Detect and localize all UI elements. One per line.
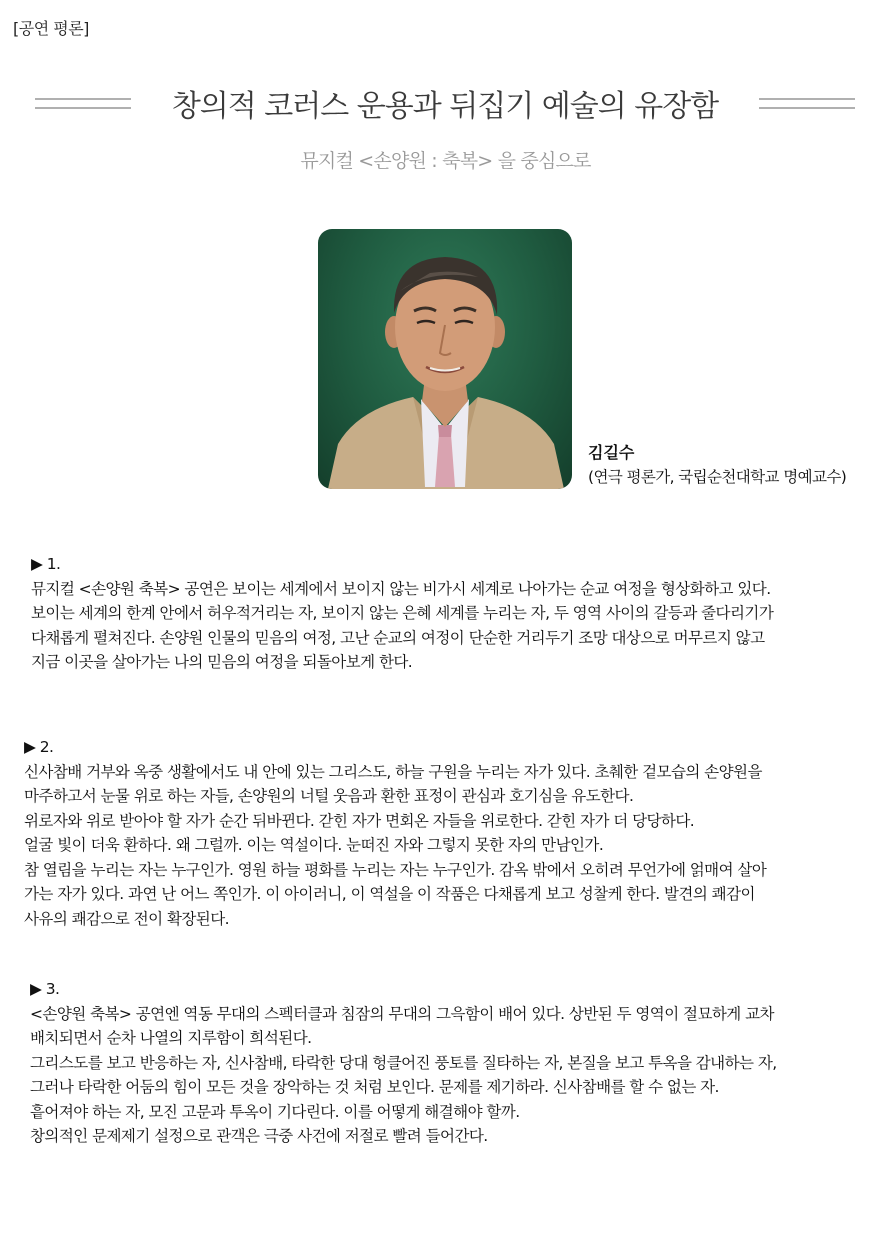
paragraph-line: 마주하고서 눈물 위로 하는 자들, 손양원의 너털 웃음과 환한 표정이 관심과 호기심을 유도한다.: [24, 787, 634, 805]
paragraph-line: 신사참배 거부와 옥중 생활에서도 내 안에 있는 그리스도, 하늘 구원을 누리는 자가 있다. 초췌한 겉모습의 손양원을: [24, 762, 762, 781]
section-heading: ▶ 3.: [30, 980, 60, 998]
paragraph-line: 얼굴 빛이 더욱 환하다. 왜 그럴까. 이는 역설이다. 눈떠진 자와 그렇지 못한 자의 만남인가.: [24, 836, 604, 854]
author-name: 김길수: [588, 443, 635, 462]
section-heading: ▶ 1.: [31, 555, 61, 573]
section-1: [31, 552, 773, 675]
title-row: [35, 80, 855, 126]
paragraph-line: 보이는 세계의 한계 안에서 허우적거리는 자, 보이지 않는 은혜 세계를 누리는 자, 두 영역 사이의 갈등과 줄다리기가: [31, 604, 774, 622]
section-3: [30, 977, 777, 1149]
author-photo: [318, 229, 572, 489]
paragraph-line: 그러나 타락한 어둠의 힘이 모든 것을 장악하는 것 처럼 보인다. 문제를 제기하라. 신사참배를 할 수 없는 자.: [30, 1078, 719, 1096]
paragraph-line: 사유의 쾌감으로 전이 확장된다.: [24, 909, 230, 928]
title-right-decoration: [759, 98, 855, 109]
section-2: [24, 735, 766, 931]
paragraph-line: 지금 이곳을 살아가는 나의 믿음의 여정을 되돌아보게 한다.: [31, 653, 413, 671]
section-heading: ▶ 2.: [24, 738, 54, 756]
paragraph-line: 뮤지컬 <손양원 축복> 공연은 보이는 세계에서 보이지 않는 비가시 세계로 나아가는 순교 여정을 형상화하고 있다.: [31, 579, 771, 598]
paragraph-line: 배치되면서 순차 나열의 지루함이 희석된다.: [30, 1029, 312, 1047]
paragraph-line: 가는 자가 있다. 과연 난 어느 쪽인가. 이 아이러니, 이 역설을 이 작품은 다채롭게 보고 성찰케 한다. 발견의 쾌감이: [24, 885, 755, 903]
title-left-decoration: [35, 98, 131, 109]
page-title: 창의적 코러스 운용과 뒤집기 예술의 유장함: [171, 89, 719, 124]
paragraph-line: <손양원 축복> 공연엔 역동 무대의 스펙터클과 침잠의 무대의 그윽함이 배어 있다. 상반된 두 영역이 절묘하게 교차: [30, 1004, 774, 1023]
paragraph-line: 참 열림을 누리는 자는 누구인가. 영원 하늘 평화를 누리는 자는 누구인가. 감옥 밖에서 오히려 무언가에 얽매여 살아: [24, 860, 767, 879]
paragraph-line: 흩어져야 하는 자, 모진 고문과 투옥이 기다린다. 이를 어떻게 해결해야 할까.: [30, 1102, 520, 1121]
category-label: [공연 평론]: [13, 19, 89, 38]
paragraph-line: 그리스도를 보고 반응하는 자, 신사참배, 타락한 당대 헝클어진 풍토를 질타하는 자, 본질을 보고 투옥을 감내하는 자,: [30, 1053, 777, 1072]
paragraph-line: 위로자와 위로 받아야 할 자가 순간 뒤바뀐다. 갇힌 자가 면회온 자들을 위로한다. 갇힌 자가 더 당당하다.: [24, 811, 695, 830]
author-portrait-illustration: [318, 229, 572, 489]
paragraph-line: 다채롭게 펼쳐진다. 손양원 인물의 믿음의 여정, 고난 순교의 여정이 단순한 거리두기 조망 대상으로 머무르지 않고: [31, 628, 765, 647]
author-role: (연극 평론가, 국립순천대학교 명예교수): [588, 468, 847, 486]
page-subtitle: 뮤지컬 <손양원 : 축복> 을 중심으로: [300, 150, 591, 172]
paragraph-line: 창의적인 문제제기 설정으로 관객은 극중 사건에 저절로 빨려 들어간다.: [30, 1127, 488, 1145]
